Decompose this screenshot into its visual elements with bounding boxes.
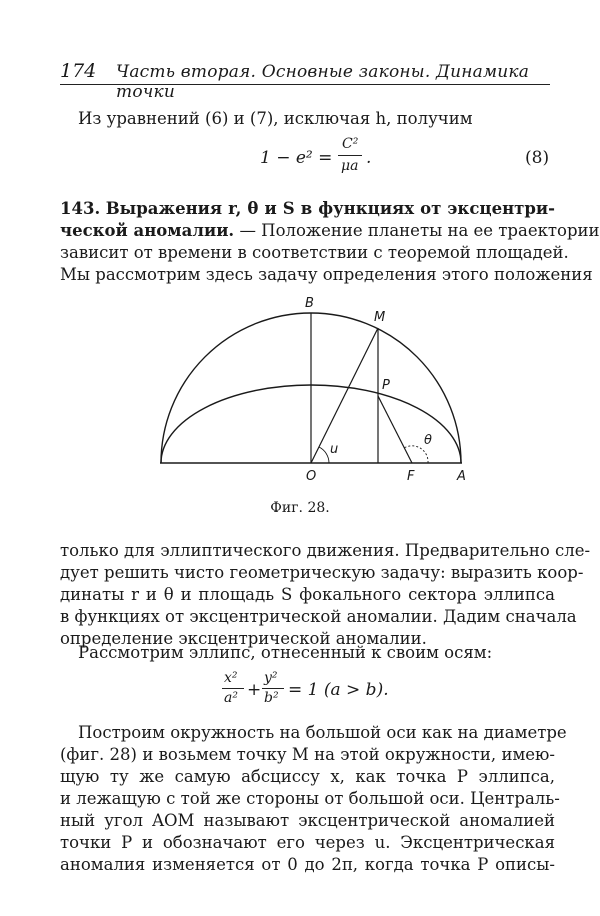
section-heading-line1 — [60, 198, 555, 220]
label-m: M — [374, 310, 386, 325]
para4-line4: и лежащую с той же стороны от большой оси. Централь- — [60, 789, 560, 808]
para4-line6: точки P и обозначают его через u. Эксцентрическая — [60, 833, 555, 852]
para4-line3: щую ту же самую абсциссу x, как точка P эллипса, — [60, 767, 555, 786]
line-fp — [378, 396, 412, 463]
equation-8-left: 1 − e² = — [260, 148, 333, 168]
ellipse-eq-y-den: b² — [264, 690, 279, 706]
para4-line7: аномалия изменяется от 0 до 2π, когда точка P описы- — [60, 855, 555, 874]
equation-8-numerator: C² — [342, 136, 359, 152]
section-number: 143. — [60, 199, 101, 218]
angle-u-arc — [319, 447, 329, 463]
page-number: 174 — [60, 60, 97, 82]
label-p: P — [382, 378, 390, 393]
label-u: u — [330, 442, 339, 457]
para3-line: Рассмотрим эллипс, отнесенный к своим осям: — [78, 643, 493, 662]
ellipse-eq-bar-x — [222, 688, 244, 689]
ellipse-eq-rest: = 1 (a > b). — [288, 680, 389, 700]
ellipse-eq-x-num: x² — [224, 670, 238, 686]
label-theta: θ — [424, 433, 432, 448]
section-line4: Мы рассмотрим здесь задачу определения этого положения — [60, 265, 593, 284]
equation-8-denominator: μa — [341, 158, 359, 174]
line-om — [311, 328, 378, 463]
label-b: B — [305, 296, 314, 311]
ellipse-eq-x-den: a² — [224, 690, 238, 706]
section-heading-line2 — [60, 220, 600, 242]
label-a: A — [457, 469, 466, 484]
para2-line2: дует решить чисто геометрическую задачу: выразить коор- — [60, 563, 584, 582]
figure-caption: Фиг. 28. — [270, 500, 330, 516]
para2-line4: в функциях от эксцентрической аномалии. Дадим сначала — [60, 607, 577, 626]
intro-line: Из уравнений (6) и (7), исключая h, получим — [78, 109, 473, 128]
para2-line3: динаты r и θ и площадь S фокального сектора эллипса — [60, 585, 555, 604]
section-line3: зависит от времени в соответствии с теоремой площадей. — [60, 243, 569, 262]
label-o: O — [306, 469, 317, 484]
para2-line5: определение эксцентрической аномалии. — [60, 629, 427, 648]
equation-8-fraction-bar — [338, 155, 362, 156]
section-title-line1: Выражения r, θ и S в функциях от эксцентри- — [105, 199, 556, 218]
figure-28 — [0, 290, 600, 490]
para4-line5: ный угол AOM называют эксцентрической аномалией — [60, 811, 555, 830]
section-line2-rest: — Положение планеты на ее траектории — [239, 221, 600, 240]
label-f: F — [407, 469, 415, 484]
ellipse-eq-plus: + — [247, 680, 262, 700]
para4-line1: Построим окружность на большой оси как на диаметре — [78, 723, 567, 742]
equation-8-tail: . — [366, 148, 372, 168]
page-header — [60, 58, 550, 102]
para4-line2: (фиг. 28) и возьмем точку M на этой окружности, имею- — [60, 745, 555, 764]
running-title: Часть вторая. Основные законы. Динамика точки — [116, 62, 530, 102]
section-title-line2: ческой аномалии. — [60, 221, 235, 240]
ellipse-eq-bar-y — [262, 688, 284, 689]
ellipse-eq-y-num: y² — [264, 670, 278, 686]
equation-8-number: (8) — [525, 148, 550, 168]
para2-line1: только для эллиптического движения. Предварительно сле- — [60, 541, 591, 560]
